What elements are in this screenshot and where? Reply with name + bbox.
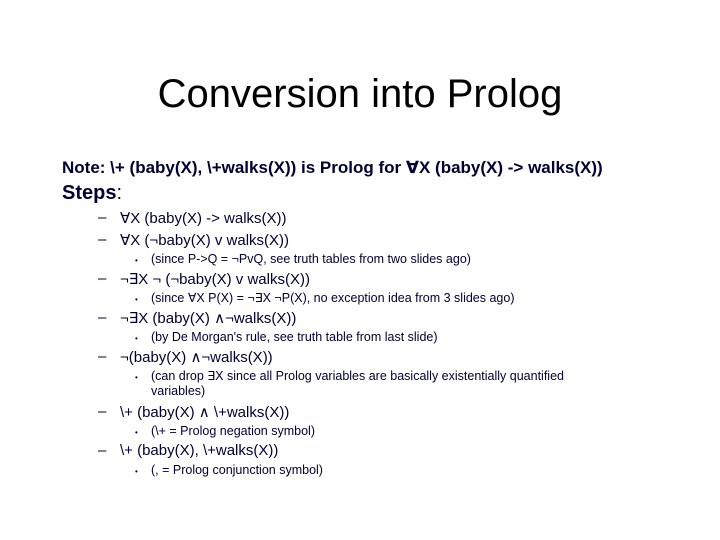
bullet-marker: • xyxy=(135,467,138,476)
note-line: Note: \+ (baby(X), \+walks(X)) is Prolog for ∀X (baby(X) -> walks(X)) xyxy=(62,158,603,177)
step-5-note-line-2: variables) xyxy=(151,384,206,398)
dash-marker: – xyxy=(98,231,107,248)
dash-marker: – xyxy=(98,270,107,287)
step-1: ∀X (baby(X) -> walks(X)) xyxy=(120,210,287,227)
step-6: \+ (baby(X) ∧ \+walks(X)) xyxy=(120,404,290,421)
dash-marker: – xyxy=(98,403,107,420)
bullet-marker: • xyxy=(135,334,138,343)
step-7-note: (, = Prolog conjunction symbol) xyxy=(151,463,323,477)
dash-marker: – xyxy=(98,209,107,226)
step-2-note: (since P->Q = ¬PvQ, see truth tables from two slides ago) xyxy=(151,252,471,266)
bullet-marker: • xyxy=(135,373,138,382)
steps-label: Steps xyxy=(62,182,117,204)
steps-colon: : xyxy=(116,182,123,204)
step-3: ¬∃X ¬ (¬baby(X) v walks(X)) xyxy=(120,271,310,288)
dash-marker: – xyxy=(98,309,107,326)
dash-marker: – xyxy=(98,348,107,365)
step-5-note-line-1: (can drop ∃X since all Prolog variables are basically existentially quantified xyxy=(151,369,564,383)
step-2: ∀X (¬baby(X) v walks(X)) xyxy=(120,232,290,249)
dash-marker: – xyxy=(98,442,107,459)
step-4-note: (by De Morgan's rule, see truth table from last slide) xyxy=(151,330,438,344)
step-3-note: (since ∀X P(X) = ¬∃X ¬P(X), no exception idea from 3 slides ago) xyxy=(151,291,515,305)
bullet-marker: • xyxy=(135,256,138,265)
slide-title: Conversion into Prolog xyxy=(157,72,563,116)
step-5: ¬(baby(X) ∧¬walks(X)) xyxy=(120,349,273,366)
steps-heading xyxy=(62,182,122,205)
bullet-marker: • xyxy=(135,428,138,437)
step-4: ¬∃X (baby(X) ∧¬walks(X)) xyxy=(120,310,297,327)
bullet-marker: • xyxy=(135,295,138,304)
step-7: \+ (baby(X), \+walks(X)) xyxy=(120,442,279,459)
step-6-note: (\+ = Prolog negation symbol) xyxy=(151,424,315,438)
